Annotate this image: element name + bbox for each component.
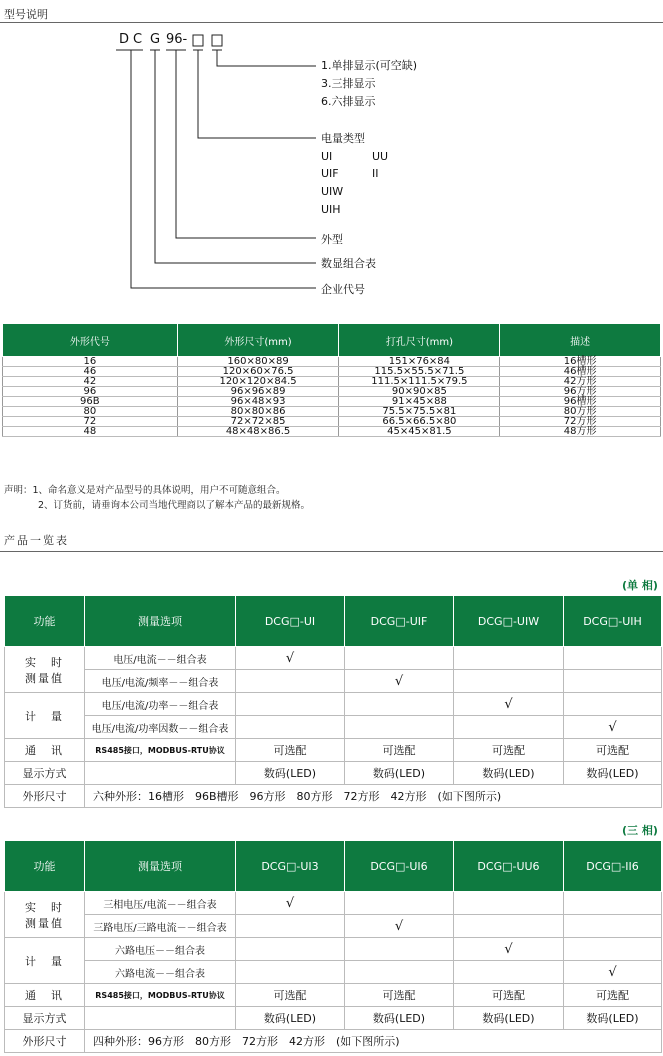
table-row <box>3 407 661 417</box>
table-row <box>5 647 662 670</box>
col-header-model: DCG□-UI6 <box>345 841 454 892</box>
optional-cell: 可选配 <box>236 984 345 1007</box>
comm-label: 通 讯 <box>5 739 85 762</box>
code-letter-g: G <box>150 32 161 47</box>
code-series: 96- <box>166 32 188 47</box>
realtime-label <box>5 892 85 938</box>
empty-cell <box>564 915 662 938</box>
table-row <box>5 693 662 716</box>
label-line: 实 时 <box>25 900 64 914</box>
table-row <box>5 739 662 762</box>
empty-cell <box>85 1007 236 1030</box>
empty-cell <box>236 693 345 716</box>
cell: 42方形 <box>500 377 661 387</box>
comm-label: 通 讯 <box>5 984 85 1007</box>
check-mark: √ <box>564 716 662 739</box>
cell: 45×45×81.5 <box>339 427 500 437</box>
empty-cell <box>236 961 345 984</box>
cell: 66.5×66.5×80 <box>339 417 500 427</box>
col-header-option: 测量选项 <box>85 596 236 647</box>
display-label: 显示方式 <box>5 762 85 785</box>
cell: 96×96×89 <box>177 387 339 397</box>
display-cell: 数码(LED) <box>345 1007 454 1030</box>
optional-cell: 可选配 <box>345 984 454 1007</box>
cell: 120×60×76.5 <box>177 367 339 377</box>
table-row <box>5 762 662 785</box>
cell: 111.5×111.5×79.5 <box>339 377 500 387</box>
col-header-desc: 描述 <box>500 324 661 357</box>
check-mark: √ <box>564 961 662 984</box>
single-phase-table <box>4 595 662 808</box>
option-cell: 六路电流－－组合表 <box>85 961 236 984</box>
label-line: 测量值 <box>25 671 64 685</box>
empty-cell <box>564 938 662 961</box>
optional-cell: 可选配 <box>236 739 345 762</box>
col-header-model: DCG□-UIW <box>454 596 564 647</box>
display-cell: 数码(LED) <box>454 762 564 785</box>
col-header-model: DCG□-II6 <box>564 841 662 892</box>
display-cell: 数码(LED) <box>564 762 662 785</box>
realtime-label <box>5 647 85 693</box>
empty-cell <box>345 647 454 670</box>
empty-cell <box>564 670 662 693</box>
table-row <box>5 1030 662 1053</box>
power-type-ui: UI <box>321 150 333 163</box>
shape-label: 外形尺寸 <box>5 785 85 808</box>
cell: 80×80×86 <box>177 407 339 417</box>
table-row <box>3 427 661 437</box>
empty-cell <box>345 961 454 984</box>
col-header-function: 功能 <box>5 596 85 647</box>
table-row <box>3 387 661 397</box>
note-2: 2、订货前，请垂询本公司当地代理商以了解本产品的最新规格。 <box>38 500 311 511</box>
optional-cell: 可选配 <box>564 984 662 1007</box>
table-row <box>3 357 661 367</box>
shape-label: 外形尺寸 <box>5 1030 85 1053</box>
empty-cell <box>236 915 345 938</box>
label-company: 企业代号 <box>321 283 365 296</box>
cell: 96槽形 <box>500 397 661 407</box>
col-header-model: DCG□-UIF <box>345 596 454 647</box>
cell: 48 <box>3 427 178 437</box>
table-row <box>5 915 662 938</box>
col-header-code: 外形代号 <box>3 324 178 357</box>
col-header-option: 测量选项 <box>85 841 236 892</box>
empty-cell <box>236 716 345 739</box>
empty-cell <box>454 647 564 670</box>
display-cell: 数码(LED) <box>236 1007 345 1030</box>
check-mark: √ <box>454 693 564 716</box>
cell: 48×48×86.5 <box>177 427 339 437</box>
section-divider <box>0 551 663 552</box>
option-cell: 电压/电流/功率因数－－组合表 <box>85 716 236 739</box>
check-mark: √ <box>345 915 454 938</box>
option-cell: 电压/电流－－组合表 <box>85 647 236 670</box>
empty-cell <box>345 693 454 716</box>
table-row <box>5 961 662 984</box>
display-cell: 数码(LED) <box>454 1007 564 1030</box>
empty-cell <box>454 670 564 693</box>
metering-label: 计 量 <box>5 938 85 984</box>
table-row <box>3 367 661 377</box>
cell: 90×90×85 <box>339 387 500 397</box>
empty-cell <box>236 670 345 693</box>
cell: 96 <box>3 387 178 397</box>
cell: 16槽形 <box>500 357 661 367</box>
col-header-model: DCG□-UI3 <box>236 841 345 892</box>
display-option-6: 6.六排显示 <box>321 95 376 108</box>
label-line: 测量值 <box>25 916 64 930</box>
empty-cell <box>454 892 564 915</box>
col-header-size: 外形尺寸(mm) <box>177 324 339 357</box>
check-mark: √ <box>454 938 564 961</box>
option-cell: 电压/电流/频率－－组合表 <box>85 670 236 693</box>
table-row <box>5 670 662 693</box>
table-row <box>5 1007 662 1030</box>
power-type-ii: II <box>372 167 379 180</box>
optional-cell: 可选配 <box>454 739 564 762</box>
option-cell: 三相电压/电流－－组合表 <box>85 892 236 915</box>
table-row <box>3 417 661 427</box>
option-cell: 三路电压/三路电流－－组合表 <box>85 915 236 938</box>
cell: 72 <box>3 417 178 427</box>
empty-cell <box>345 716 454 739</box>
power-type-uih: UIH <box>321 203 341 216</box>
col-header-model: DCG□-UU6 <box>454 841 564 892</box>
cell: 16 <box>3 357 178 367</box>
metering-label: 计 量 <box>5 693 85 739</box>
cell: 46槽形 <box>500 367 661 377</box>
empty-cell <box>236 938 345 961</box>
display-cell: 数码(LED) <box>564 1007 662 1030</box>
display-label: 显示方式 <box>5 1007 85 1030</box>
note-1: 声明：1、命名意义是对产品型号的具体说明，用户不可随意组合。 <box>4 485 286 496</box>
table-row <box>5 716 662 739</box>
optional-cell: 可选配 <box>564 739 662 762</box>
label-line: 实 时 <box>25 655 64 669</box>
optional-cell: 可选配 <box>454 984 564 1007</box>
empty-cell <box>564 693 662 716</box>
empty-cell <box>85 762 236 785</box>
shape-value: 六种外形：16槽形 96B槽形 96方形 80方形 72方形 42方形 (如下图所示) <box>85 785 662 808</box>
table-row <box>5 892 662 915</box>
cell: 46 <box>3 367 178 377</box>
cell: 151×76×84 <box>339 357 500 367</box>
cell: 72方形 <box>500 417 661 427</box>
cell: 160×80×89 <box>177 357 339 367</box>
empty-cell <box>345 892 454 915</box>
cell: 115.5×55.5×71.5 <box>339 367 500 377</box>
comm-option: RS485接口，MODBUS-RTU协议 <box>85 984 236 1007</box>
code-letter-c: C <box>133 32 143 47</box>
cell: 96×48×93 <box>177 397 339 407</box>
cell: 80方形 <box>500 407 661 417</box>
label-shape: 外型 <box>321 233 343 246</box>
model-section-title: 型号说明 <box>4 8 48 21</box>
cell: 120×120×84.5 <box>177 377 339 387</box>
table-row <box>5 938 662 961</box>
cell: 48方形 <box>500 427 661 437</box>
option-cell: 电压/电流/功率－－组合表 <box>85 693 236 716</box>
shape-value: 四种外形：96方形 80方形 72方形 42方形 (如下图所示) <box>85 1030 662 1053</box>
three-phase-tag: (三 相) <box>622 824 658 837</box>
table-row <box>3 397 661 407</box>
cell: 80 <box>3 407 178 417</box>
table-row <box>5 984 662 1007</box>
col-header-model: DCG□-UIH <box>564 596 662 647</box>
power-type-uu: UU <box>372 150 389 163</box>
col-header-function: 功能 <box>5 841 85 892</box>
optional-cell: 可选配 <box>345 739 454 762</box>
cell: 96B <box>3 397 178 407</box>
display-option-3: 3.三排显示 <box>321 77 376 90</box>
three-phase-table <box>4 840 662 1053</box>
col-header-model: DCG□-UI <box>236 596 345 647</box>
power-type-title: 电量类型 <box>321 132 365 145</box>
single-phase-tag: (单 相) <box>622 579 658 592</box>
cell: 42 <box>3 377 178 387</box>
check-mark: √ <box>236 647 345 670</box>
cell: 75.5×75.5×81 <box>339 407 500 417</box>
cell: 72×72×85 <box>177 417 339 427</box>
option-cell: 六路电压－－组合表 <box>85 938 236 961</box>
check-mark: √ <box>236 892 345 915</box>
product-section-title: 产品一览表 <box>4 534 69 547</box>
dimension-table <box>2 323 661 437</box>
table-row <box>5 785 662 808</box>
empty-cell <box>564 647 662 670</box>
check-mark: √ <box>345 670 454 693</box>
power-type-uiw: UIW <box>321 185 344 198</box>
power-type-uif: UIF <box>321 167 339 180</box>
empty-cell <box>454 961 564 984</box>
empty-cell <box>564 892 662 915</box>
cell: 91×45×88 <box>339 397 500 407</box>
display-cell: 数码(LED) <box>236 762 345 785</box>
display-option-1: 1.单排显示(可空缺) <box>321 59 418 72</box>
label-combo: 数显组合表 <box>321 257 376 270</box>
empty-cell <box>454 716 564 739</box>
display-cell: 数码(LED) <box>345 762 454 785</box>
empty-cell <box>345 938 454 961</box>
table-row <box>3 377 661 387</box>
cell: 96方形 <box>500 387 661 397</box>
code-letter-d: D <box>119 32 130 47</box>
comm-option: RS485接口，MODBUS-RTU协议 <box>85 739 236 762</box>
col-header-cutout: 打孔尺寸(mm) <box>339 324 500 357</box>
empty-cell <box>454 915 564 938</box>
